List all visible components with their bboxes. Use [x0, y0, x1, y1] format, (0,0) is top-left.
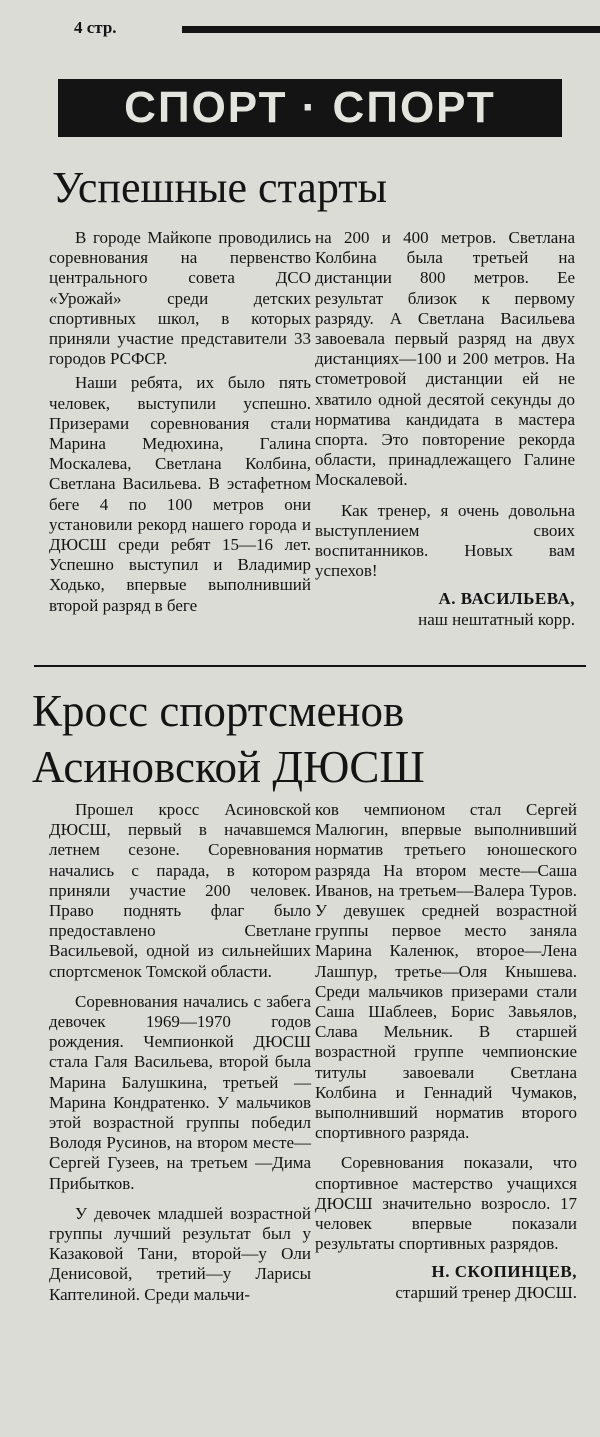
article1-paragraph: Как тренер, я очень довольна выступлением своих воспитанников. Новых вам успехов! [315, 500, 575, 581]
article1-signature-role: наш нештатный корр. [418, 609, 575, 629]
article2-title: Кросс спортсменов Асиновской ДЮСШ [32, 686, 425, 792]
article2-column-2 [315, 800, 577, 1303]
article1-signature-name: А. ВАСИЛЬЕВА, [438, 589, 575, 609]
article2-signature-name: Н. СКОПИНЦЕВ, [431, 1262, 577, 1282]
article1-title: Успешные старты [52, 163, 388, 212]
article1-column-2 [315, 228, 575, 630]
article1-paragraph: на 200 и 400 метров. Светлана Колбина была третьей на дистанции 800 метров. Ее результат близок к первому разряду. А Светлана Васильева завоевала первый разряд на двух дистанциях—100 и 200 метров. На стометровой дистанции ей не хватило одной десятой секунды до норматива кандидата в мастера спорта. Это повторение рекорда области, принадлежащего Галине Москалевой. [315, 228, 575, 490]
article2-column-1 [49, 800, 311, 1305]
article1-paragraph: Наши ребята, их было пять человек, выступили успешно. Призерами соревнования стали Марина Медюхина, Галина Москалева, Светлана Колбина, Светлана Васильева. В эстафетном беге 4 по 100 метров они установили рекорд нашего города и ДЮСШ среди ребят 15—16 лет. Успешно выступил и Владимир Ходько, впервые выполнивший второй разряд в беге [49, 373, 311, 615]
section-divider [34, 665, 586, 667]
page-number: 4 стр. [74, 18, 117, 37]
article2-paragraph: У девочек младшей возрастной группы лучший результат был у Казаковой Тани, второй—у Оли Денисовой, третий—у Ларисы Каптелиной. Среди мальчи- [49, 1203, 311, 1304]
rubric-banner: СПОРТ · СПОРТ [58, 79, 562, 137]
article1-column-1 [49, 228, 311, 616]
article2-paragraph: ков чемпионом стал Сергей Малюгин, впервые выполнивший норматив третьего юношеского разряда На втором месте—Саша Иванов, на третьем—Валера Туров. У девушек средней возрастной группы первое место заняла Марина Каленюк, второе—Лена Лашпур, третье—Оля Кнышева. Среди мальчиков призерами стали Саша Шаблеев, Борис Завьялов, Слава Мельник. В старшей возрастной группе чемпионские титулы завоевали Светлана Колбина и Геннадий Чумаков, выполнивший норматив второго спортивного разряда. [315, 800, 577, 1143]
article1-paragraph: В городе Майкопе проводились соревнования на первенство центрального совета ДСО «Урожай» среди детских спортивных школ, в которых приняли участие представители 33 городов РСФСР. [49, 228, 311, 369]
article2-paragraph: Соревнования начались с забега девочек 1969—1970 годов рождения. Чемпионкой ДЮСШ стала Галя Васильева, второй была Марина Балушкина, третьей —Марина Кондратенко. У мальчиков этой возрастной группы победил Володя Русинов, на втором месте—Сергей Гузеев, на третьем —Дима Прибытков. [49, 991, 311, 1193]
top-rule [182, 26, 600, 33]
article2-signature-role: старший тренер ДЮСШ. [395, 1282, 577, 1302]
article2-paragraph: Прошел кросс Асиновской ДЮСШ, первый в начавшемся летнем сезоне. Соревнования начались с парада, в котором приняли участие 200 человек. Право поднять флаг было предоставлено Светлане Васильевой, одной из сильнейших спортсменок Томской области. [49, 800, 311, 981]
article2-paragraph: Соревнования показали, что спортивное мастерство учащихся ДЮСШ значительно возросло. 17 человек впервые показали результаты спортивных разрядов. [315, 1153, 577, 1254]
